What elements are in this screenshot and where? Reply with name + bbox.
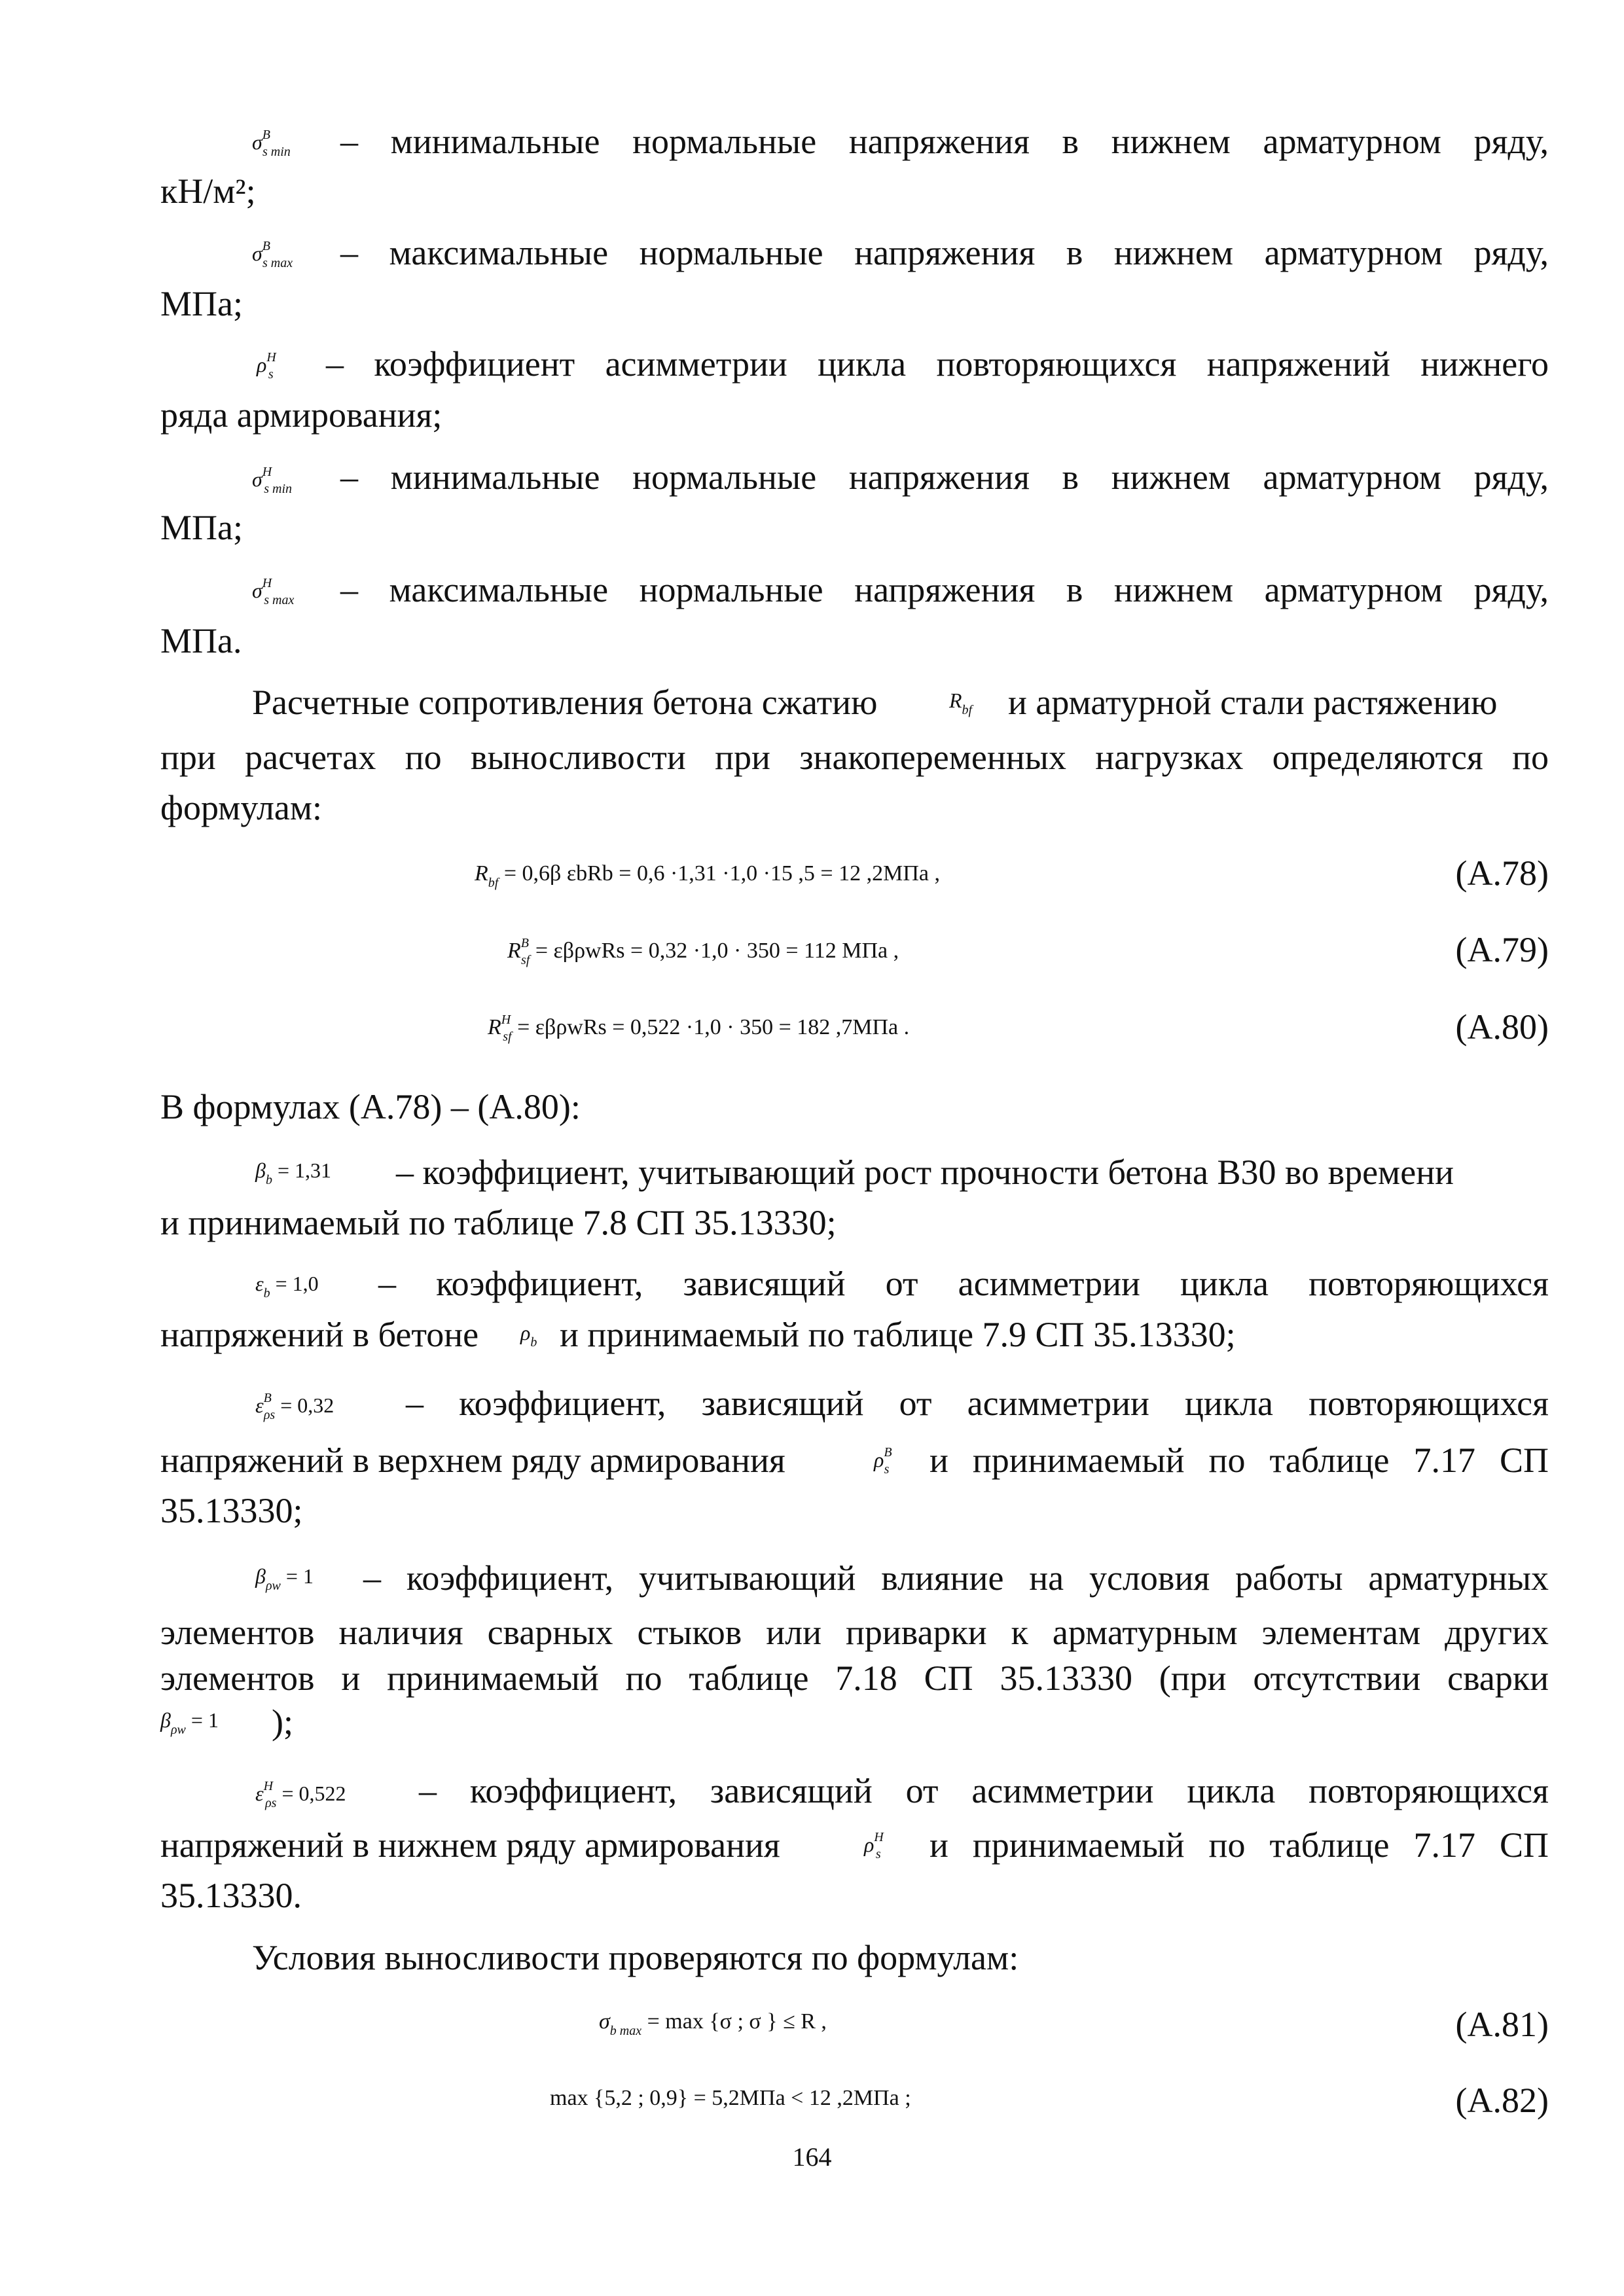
symbol-rho-b-s: $\rho^В_s$ (874, 1445, 892, 1477)
formula-a79-number: (А.79) (1455, 930, 1549, 969)
formula-a79: $R^В_{sf} = \varepsilon\beta\rho wRs = 0,32 \cdot 1,0 \cdot 350 = 112$ МПа , (507, 936, 899, 967)
def-2-line-2: МПа; (160, 284, 243, 323)
symbol-rho-b: $\rho_b$ (520, 1321, 537, 1350)
coef-beta-rhow: $\beta_{\rho w} = 1$ (255, 1564, 314, 1593)
def-1-line-2: кН/м²; (160, 171, 256, 211)
symbol-sigma-h-smax: $\sigma^Н_{s max}$ (252, 576, 295, 607)
coef1-line1: – коэффициент, учитывающий рост прочности бетона В30 во времени (396, 1153, 1454, 1192)
coef3-line1: – коэффициент, зависящий от асимметрии цикла повторяющихся (406, 1384, 1549, 1423)
coef2-line2-a: напряжений в бетоне (160, 1315, 479, 1354)
def-3-line-1: – коэффициент асимметрии цикла повторяющихся напряжений нижнего (326, 344, 1549, 384)
def-5-line-2: МПа. (160, 621, 242, 660)
def-5-line-1: – максимальные нормальные напряжения в нижнем арматурном ряду, (340, 570, 1549, 609)
coef3-line2-b: и принимаемый по таблице 7.17 СП (929, 1441, 1549, 1480)
formula-a78: $R_{bf} = 0,6\beta$ εbRb = 0,6 ·1,31 ·1,0 ·15 ,5 = 12 ,2МПа , (475, 861, 940, 890)
formula-a81: $\sigma_{b max} = \max \{\sigma$ ; σ } ≤ R , (599, 2009, 827, 2038)
para1-line2: при расчетах по выносливости при знакопеременных нагрузках определяются по (160, 738, 1549, 777)
page-number: 164 (792, 2142, 832, 2172)
coef2-line2-b: и принимаемый по таблице 7.9 СП 35.13330; (560, 1315, 1236, 1354)
formula-a82-number: (А.82) (1455, 2081, 1549, 2120)
coef3-line2-a: напряжений в верхнем ряду армирования (160, 1441, 785, 1480)
def-3-line-2: ряда армирования; (160, 395, 442, 435)
conditions-heading: Условия выносливости проверяются по формулам: (252, 1938, 1019, 1977)
symbol-r-bf: $R_{bf}$ (949, 689, 973, 717)
coef2-line1: – коэффициент, зависящий от асимметрии цикла повторяющихся (378, 1264, 1549, 1303)
para1-line3: формулам: (160, 788, 323, 827)
def-1-line-1: – минимальные нормальные напряжения в нижнем арматурном ряду, (340, 122, 1549, 161)
in-formulas-heading: В формулах (А.78) – (А.80): (160, 1087, 581, 1126)
coef4-line4: ); (272, 1702, 293, 1742)
formula-a81-number: (А.81) (1455, 2005, 1549, 2044)
coef-epsilon-b: $\varepsilon_b = 1,0$ (255, 1272, 319, 1300)
coef5-line2-b: и принимаемый по таблице 7.17 СП (929, 1825, 1549, 1865)
formula-a82: max {5,2 ; 0,9} = 5,2МПа < 12 ,2МПа ; (550, 2086, 911, 2110)
coef5-line1: – коэффициент, зависящий от асимметрии цикла повторяющихся (419, 1771, 1549, 1810)
coef-beta-b: $\beta_b = 1,31$ (255, 1158, 331, 1187)
para1-line1-b: и арматурной стали растяжению (1008, 683, 1498, 722)
coef4-line2: элементов наличия сварных стыков или приварки к арматурным элементам других (160, 1613, 1549, 1652)
def-4-line-1: – минимальные нормальные напряжения в нижнем арматурном ряду, (340, 457, 1549, 497)
formula-a78-number: (А.78) (1455, 853, 1549, 893)
coef4-line1: – коэффициент, учитывающий влияние на условия работы арматурных (363, 1558, 1549, 1598)
formula-a80-number: (А.80) (1455, 1007, 1549, 1047)
coef-epsilon-h-rhos: $\varepsilon^Н_{\rho s} = 0,522$ (255, 1779, 346, 1810)
coef-epsilon-b-rhos: $\varepsilon^В_{\rho s} = 0,32$ (255, 1391, 334, 1422)
def-4-line-2: МПа; (160, 508, 243, 547)
symbol-rho-h-s-inline: $\rho^Н_s$ (864, 1830, 884, 1861)
def-2-line-1: – максимальные нормальные напряжения в нижнем арматурном ряду, (340, 233, 1549, 272)
coef4-beta-rhow-inline: $\beta_{\rho w} = 1$ (160, 1708, 219, 1737)
coef5-line3: 35.13330. (160, 1876, 302, 1915)
coef1-line2: и принимаемый по таблице 7.8 СП 35.13330; (160, 1203, 837, 1242)
symbol-sigma-b-smin: $\sigma^В_{s min}$ (252, 128, 291, 159)
symbol-rho-h-s: $\rho^Н_s$ (257, 350, 276, 382)
coef5-line2-a: напряжений в нижнем ряду армирования (160, 1825, 780, 1865)
para1-line1-a: Расчетные сопротивления бетона сжатию (252, 683, 878, 722)
coef3-line3: 35.13330; (160, 1491, 303, 1530)
symbol-sigma-b-smax: $\sigma^В_{s max}$ (252, 239, 293, 270)
symbol-sigma-h-smin: $\sigma^Н_{s min}$ (252, 465, 293, 496)
coef4-line3: элементов и принимаемый по таблице 7.18 СП 35.13330 (при отсутствии сварки (160, 1659, 1549, 1698)
formula-a80: $R^Н_{sf} = \varepsilon\beta\rho wRs = 0,522 \cdot 1,0 \cdot 350 = 182$ ,7МПа . (488, 1013, 910, 1044)
